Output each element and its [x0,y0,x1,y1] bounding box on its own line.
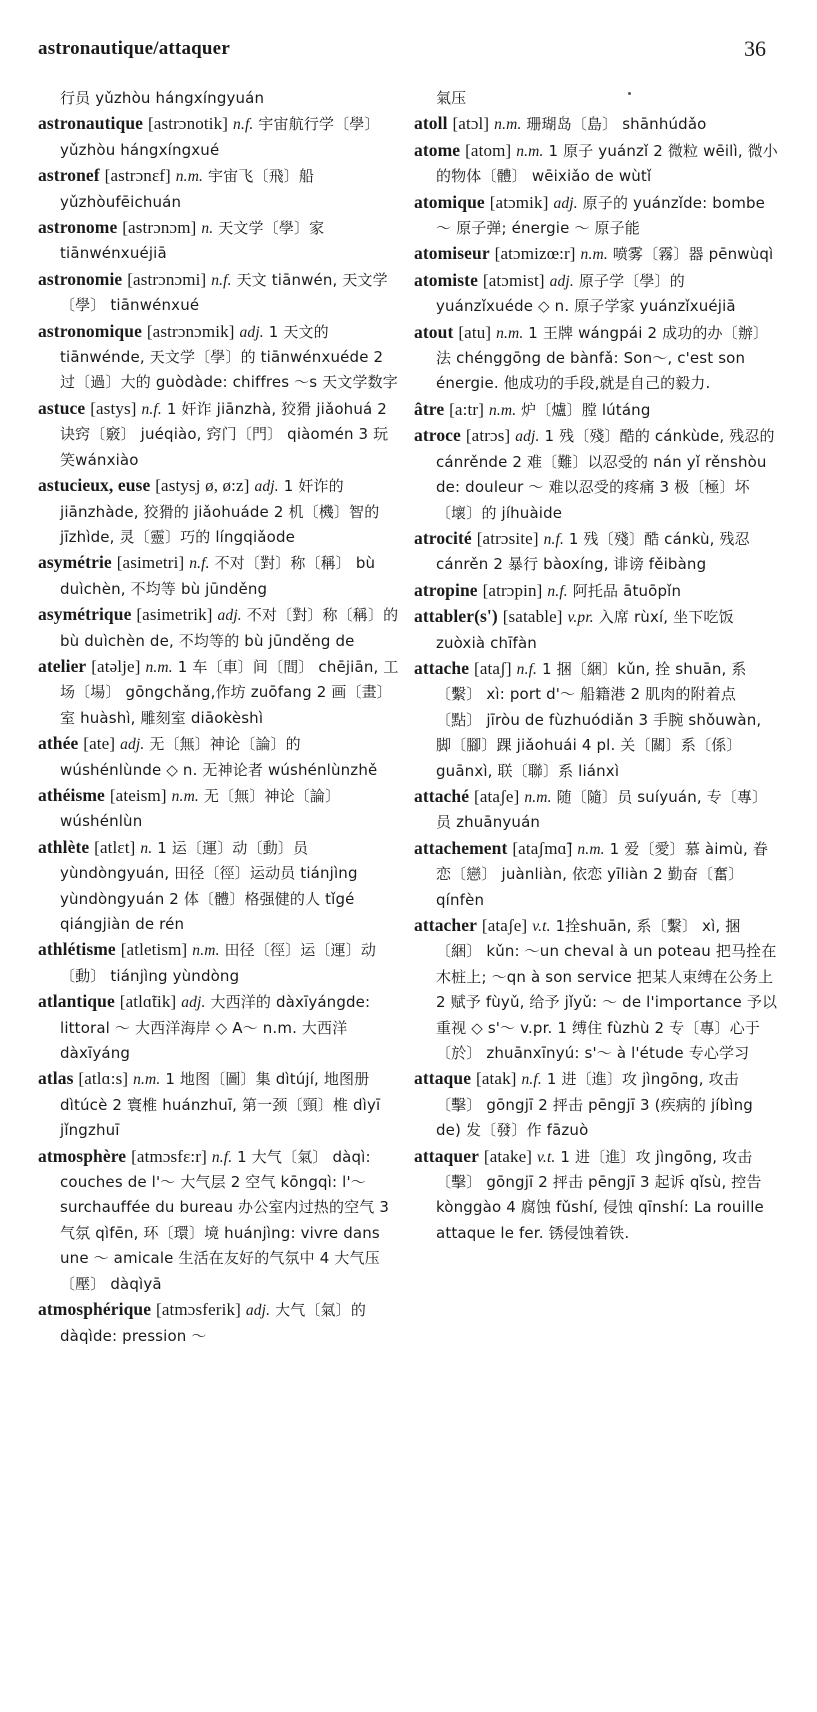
headword: atomiseur [414,243,490,264]
pronunciation: [atom] [465,140,512,160]
definition: 1 运〔運〕动〔動〕员 yùndòngyuán, 田径〔徑〕运动员 tiánjìng yùndòngyuán 2 体〔體〕格强健的人 tǐgé qiángjiàn de rén [60,838,358,933]
pronunciation: [atlɑ̃tik] [119,992,177,1012]
part-of-speech: n.m. [133,1071,161,1089]
part-of-speech: n.f. [516,660,538,678]
headword: atropine [414,579,478,600]
dictionary-entry [414,111,779,137]
definition: 1 天文的 tiānwénde, 天文学〔學〕的 tiānwénxuéde 2 过〔過〕大的 guòdàde: chiffres ～s 天文学数字 [60,322,398,392]
pronunciation: [ataʃe] [474,786,520,806]
part-of-speech: n.m. [171,787,199,805]
left-column [38,86,402,1349]
dictionary-entry [414,604,779,656]
definition: 大气〔氣〕的 dàqìde: pression ～ [60,1301,366,1345]
definition: 1 残〔殘〕酷的 cánkùde, 残忍的 cánrěnde 2 难〔難〕以忍受的 nán yǐ rěnshòu de: douleur ～ 难以忍受的疼痛 3 极〔極〕坏〔壞〕的 jíhuàide [436,427,775,522]
running-header: astronautique/attaquer [38,38,230,59]
definition: 1 王牌 wángpái 2 成功的办〔辦〕法 chénggōng de bànfǎ: Son～, c'est son énergie. 他成功的手段,就是自己的毅力. [436,323,769,393]
part-of-speech: v.t. [537,1148,556,1166]
pronunciation: [atmɔsfɛ:r] [131,1146,207,1166]
pronunciation: [satable] [502,607,563,627]
headword: atoll [414,113,448,134]
pronunciation: [atlɑ:s] [78,1069,129,1089]
dictionary-entry [38,731,402,783]
pronunciation: [atu] [458,322,492,342]
pronunciation: [atake] [483,1146,533,1166]
pronunciation: [astys] [90,398,137,418]
dictionary-entry [414,836,779,913]
definition: 氣压 [436,89,467,107]
dictionary-entry [38,267,402,319]
headword: âtre [414,398,445,419]
part-of-speech: n.m. [580,246,608,264]
part-of-speech: n.f. [189,555,210,573]
definition: 1 进〔進〕攻 jìngōng, 攻击〔擊〕 gōngjī 2 抨击 pēngjī 3 起诉 qǐsù, 控告 kònggào 4 腐蚀 fǔshí, 侵蚀 qīnshí: La rouille attaque le fer. 锈侵蚀着铁. [436,1147,764,1242]
headword: atmosphérique [38,1299,152,1320]
part-of-speech: n.m. [488,401,517,419]
definition: 行员 yǔzhòu hángxíngyuán [60,89,265,107]
dictionary-entry [38,1066,402,1143]
dictionary-entry [414,913,779,1066]
definition: 1 奸诈 jiānzhà, 狡猾 jiǎohuá 2 诀窍〔竅〕 juéqiào, 窍门〔門〕 qiàomén 3 玩笑wánxiào [60,399,389,469]
dictionary-entry [414,138,779,190]
definition: 炉〔爐〕膛 lútáng [521,400,651,419]
headword: astronef [38,165,100,186]
pronunciation: [ataʃ] [474,658,512,678]
headword: atomique [414,191,485,212]
dictionary-entry [38,989,402,1066]
pronunciation: [asimetrik] [136,605,213,625]
part-of-speech: n.f. [211,1148,233,1166]
headword: athlète [38,836,90,857]
pronunciation: [astrɔnɛf] [104,166,171,186]
headword: attaquer [414,1145,479,1166]
part-of-speech: n.f. [521,1071,542,1089]
part-of-speech: n.m. [145,658,173,676]
dictionary-entry [38,163,402,215]
headword: atroce [414,425,461,446]
pronunciation: [atrɔpin] [482,580,543,600]
dictionary-entry [414,578,779,604]
dictionary-entry [414,320,779,397]
scan-speck [628,92,631,95]
part-of-speech: adj. [553,194,578,212]
page-number: 36 [744,36,766,61]
part-of-speech: v.t. [532,918,551,935]
headword: astronomie [38,268,123,289]
definition: 1 大气〔氣〕 dàqì: couches de l'～ 大气层 2 空气 kōngqì: l'～ surchauffée du bureau 办公室内过热的空气 3 气氛 qìfēn, 环〔環〕境 huánjìng: vivre dans une ～ amicale 生活在友好的气氛中 4 大气压〔壓〕 dàqìyā [60,1147,390,1293]
definition: 大西洋的 dàxīyángde: littoral ～ 大西洋海岸 ◇ A～ n.m. 大西洋 dàxīyáng [60,993,371,1063]
definition: 天文 tiānwén, 天文学〔學〕 tiānwénxué [60,270,388,315]
dictionary-entry [38,654,402,731]
definition: 喷雾〔霧〕器 pēnwùqì [612,245,774,264]
pronunciation: [atrɔsite] [476,528,539,548]
pronunciation: [astrɔnɔm] [122,218,197,238]
pronunciation: [ateism] [109,785,167,805]
pronunciation: [ate] [83,734,116,754]
headword: atomiste [414,269,478,290]
definition: 阿托品 ātuōpǐn [572,581,682,600]
pronunciation: [atɔmizœ:r] [494,244,576,264]
pronunciation: [astrɔnotik] [147,114,229,134]
part-of-speech: adj. [181,994,206,1012]
dictionary-entry [414,423,779,526]
definition: 宇宙飞〔飛〕船 yǔzhòufēichuán [60,167,315,211]
dictionary-entry [38,550,402,602]
dictionary-entry [414,784,779,836]
part-of-speech: n.m. [192,942,220,960]
part-of-speech: adj. [515,428,540,446]
headword: astronautique [38,113,144,134]
dictionary-entry [414,397,779,423]
pronunciation: [atletism] [120,940,188,960]
part-of-speech: v.pr. [567,609,594,627]
part-of-speech: n.f. [211,271,232,289]
pronunciation: [atɔl] [452,114,490,134]
definition: 宇宙航行学〔學〕 yǔzhòu hángxíngxué [60,115,380,159]
pronunciation: [ataʃe] [481,916,528,935]
dictionary-entry [38,473,402,550]
part-of-speech: adj. [120,736,145,754]
headword: astucieux, euse [38,475,151,496]
pronunciation: [atak] [476,1069,517,1089]
dictionary-entry [38,1297,402,1349]
headword: atmosphère [38,1145,127,1166]
part-of-speech: adj. [549,272,574,290]
definition: 1 奸诈的 jiānzhàde, 狡猾的 jiǎohuáde 2 机〔機〕智的 jīzhìde, 灵〔靈〕巧的 língqiǎode [60,477,380,546]
definition: 无〔無〕神论〔論〕 wúshénlùn [60,786,341,831]
headword: athéisme [38,784,105,805]
part-of-speech: n.f. [233,116,254,134]
definition: 1 残〔殘〕酷 cánkù, 残忍 cánrěn 2 暴行 bàoxíng, 诽谤 fěibàng [436,529,750,574]
pronunciation: [atlɛt] [94,837,136,857]
part-of-speech: n.m. [494,116,522,134]
headword: atome [414,139,461,160]
pronunciation: [astrɔnɔmi] [127,269,207,289]
headword: attaché [414,785,470,806]
pronunciation: [atmɔsferik] [156,1300,241,1320]
definition: 随〔隨〕员 suíyuán, 专〔專〕员 zhuānyuán [436,787,768,832]
part-of-speech: n. [140,839,153,857]
headword: astronomique [38,320,142,341]
pronunciation: [atɔmik] [489,192,549,212]
part-of-speech: adj. [217,607,242,625]
dictionary-entry [414,268,779,320]
headword: astuce [38,397,86,418]
dictionary-entry [414,656,779,784]
part-of-speech: n.m. [496,324,524,342]
definition: 入席 rùxí, 坐下吃饭 zuòxià chīfàn [436,608,734,652]
pronunciation: [ataʃmɑ̃] [512,838,573,858]
part-of-speech: adj. [239,323,264,341]
part-of-speech: n.f. [543,530,564,548]
definition: 1 车〔車〕间〔間〕 chējiān, 工场〔場〕 gōngchǎng,作坊 zuōfang 2 画〔畫〕室 huàshì, 雕刻室 diāokèshì [60,657,399,727]
dictionary-entry [38,86,402,111]
headword: asymétrie [38,552,112,573]
right-column [414,86,779,1246]
part-of-speech: n.m. [524,788,552,806]
definition: 原子的 yuánzǐde: bombe ～ 原子弹; énergie ～ 原子能 [436,193,766,238]
headword: athlétisme [38,939,116,960]
definition: 不对〔對〕称〔稱〕的 bù duìchèn de, 不均等的 bù jūnděng de [60,606,399,650]
headword: atlantique [38,991,115,1012]
headword: atout [414,321,454,342]
dictionary-entry [38,835,402,938]
part-of-speech: n.m. [175,168,204,186]
dictionary-entry [38,215,402,267]
definition: 天文学〔學〕家 tiānwénxuéjiā [60,219,325,263]
dictionary-entry [414,241,779,267]
headword: atelier [38,655,87,676]
headword: attacher [414,915,477,935]
headword: attaque [414,1068,472,1089]
definition: 田径〔徑〕运〔運〕动〔動〕 tiánjìng yùndòng [60,941,377,985]
headword: attachement [414,837,508,858]
part-of-speech: n. [201,220,214,238]
definition: 1 爱〔愛〕慕 àimù, 眷恋〔戀〕 juànliàn, 依恋 yīliàn 2 勤奋〔奮〕 qínfèn [436,839,768,909]
dictionary-entry [414,1144,779,1247]
dictionary-entry [414,190,779,242]
definition: 1 进〔進〕攻 jìngōng, 攻击〔擊〕 gōngjī 2 抨击 pēngjī 3 (疾病的 jíbìng de) 发〔發〕作 fāzuò [436,1070,753,1140]
dictionary-entry [38,1144,402,1297]
headword: attabler(s') [414,606,498,627]
headword: atrocité [414,527,472,548]
pronunciation: [atəlje] [91,656,141,676]
part-of-speech: n.m. [516,142,544,160]
definition: 珊瑚岛〔島〕 shānhúdǎo [526,115,707,134]
pronunciation: [a:tr] [449,399,485,419]
headword: asymétrique [38,604,132,625]
headword: attache [414,657,470,678]
pronunciation: [asimetri] [116,553,185,573]
dictionary-entry [414,1066,779,1143]
headword: astronome [38,217,118,238]
definition: 1拴shuān, 系〔繫〕 xì, 捆〔綑〕 kǔn: ～un cheval à un poteau 把马拴在木桩上; ～qn à son service 把某人束缚在公务上 2 赋予 fùyǔ, 给予 jǐyǔ: ～ de l'importance 予以重视 ◇ s'～ v.pr. 1 缚住 fùzhù 2 专〔專〕心于〔於〕 zhuānxīnyú: s'～ à l'étude 专心学习 [436,917,778,1063]
dictionary-entry [38,396,402,473]
dictionary-entry [414,86,779,111]
definition: 不对〔對〕称〔稱〕 bù duìchèn, 不均等 bù jūnděng [60,554,376,598]
dictionary-entry [414,526,779,578]
definition: 1 原子 yuánzǐ 2 微粒 wēilì, 微小的物体〔體〕 wēixiǎo de wùtǐ [436,141,778,186]
pronunciation: [atrɔs] [465,426,511,446]
headword: atlas [38,1068,74,1089]
part-of-speech: n.f. [547,582,568,600]
dictionary-entry [38,937,402,989]
dictionary-entry [38,319,402,396]
part-of-speech: n.m. [577,840,605,858]
definition: 原子学〔學〕的 yuánzǐxuéde ◇ n. 原子学家 yuánzǐxuéjiā [436,271,736,316]
pronunciation: [astrɔnɔmik] [146,321,235,341]
part-of-speech: adj. [254,478,279,496]
headword: athée [38,733,79,754]
definition: 无〔無〕神论〔論〕的 wúshénlùnde ◇ n. 无神论者 wúshénlùnzhě [60,735,378,779]
part-of-speech: n.f. [141,400,162,418]
definition: 1 捆〔綑〕kǔn, 拴 shuān, 系〔繫〕 xì: port d'～ 船籍港 2 肌肉的附着点〔點〕 jīròu de fùzhuódiǎn 3 手腕 shǒuwàn, 脚〔腳〕踝 jiǎohuái 4 pl. 关〔關〕系〔係〕 guānxì, 联〔聯〕系 liánxì [436,659,762,780]
pronunciation: [atɔmist] [482,270,545,290]
dictionary-entry [38,783,402,835]
dictionary-entry [38,111,402,163]
pronunciation: [astysj ø, ø:z] [155,476,250,496]
dictionary-entry [38,602,402,654]
part-of-speech: adj. [245,1302,271,1320]
definition: 1 地图〔圖〕集 dìtújí, 地图册 dìtúcè 2 寰椎 huánzhuī, 第一颈〔頸〕椎 dìyī jǐngzhuī [60,1070,381,1140]
